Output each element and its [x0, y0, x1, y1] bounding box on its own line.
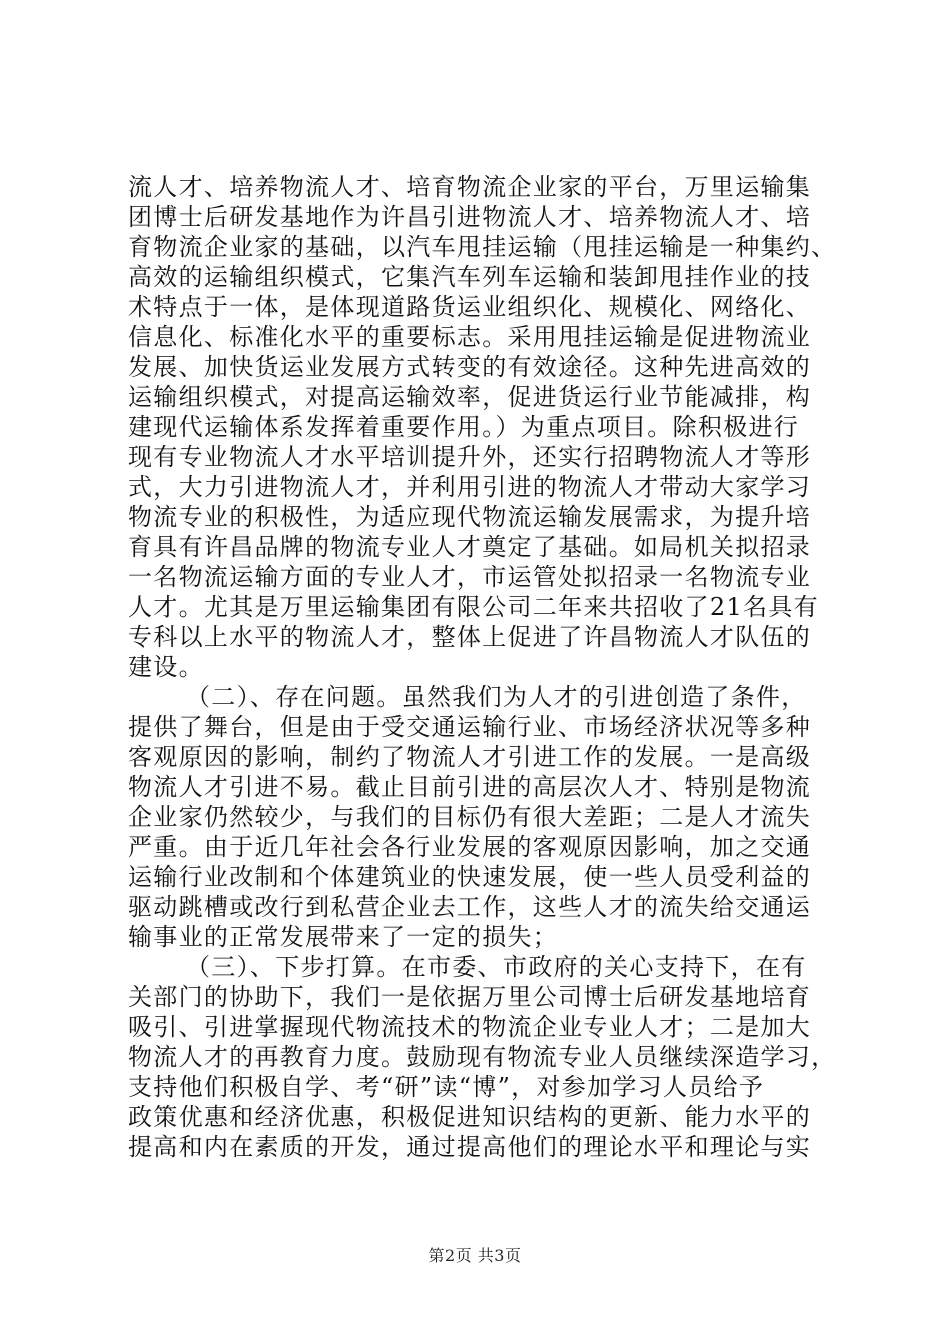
text-line: 运输组织模式，对提高运输效率，促进货运行业节能减排，构 [128, 383, 812, 411]
paragraph [128, 682, 820, 952]
text-line: 物流人才的再教育力度。鼓励现有物流专业人员继续深造学习， [128, 1043, 837, 1071]
text-line: （二）、存在问题。虽然我们为人才的引进创造了条件， [186, 683, 807, 711]
text-line: 人才。尤其是万里运输集团有限公司二年来共招收了21名具有 [128, 593, 819, 621]
text-line: 吸引、引进掌握现代物流技术的物流企业专业人才；二是加大 [128, 1013, 812, 1041]
text-line: 建现代运输体系发挥着重要作用。）为重点项目。除积极进行 [128, 413, 800, 441]
text-line: 驱动跳槽或改行到私营企业去工作，这些人才的流失给交通运 [128, 893, 812, 921]
text-line: 育具有许昌品牌的物流专业人才奠定了基础。如局机关拟招录 [128, 533, 812, 561]
text-line: 关部门的协助下，我们一是依据万里公司博士后研发基地培育 [128, 983, 812, 1011]
text-line: 运输行业改制和个体建筑业的快速发展，使一些人员受利益的 [128, 863, 812, 891]
text-line: 政策优惠和经济优惠，积极促进知识结构的更新、能力水平的 [128, 1103, 812, 1131]
text-line: 提供了舞台，但是由于受交通运输行业、市场经济状况等多种 [128, 713, 812, 741]
text-line: 物流专业的积极性，为适应现代物流运输发展需求，为提升培 [128, 503, 812, 531]
text-line: 物流人才引进不易。截止目前引进的高层次人才、特别是物流 [128, 773, 812, 801]
text-line: 专科以上水平的物流人才，整体上促进了许昌物流人才队伍的 [128, 623, 812, 651]
text-line: 现有专业物流人才水平培训提升外，还实行招聘物流人才等形 [128, 443, 812, 471]
text-line: 严重。由于近几年社会各行业发展的客观原因影响，加之交通 [128, 833, 812, 861]
text-line: 一名物流运输方面的专业人才，市运管处拟招录一名物流专业 [128, 563, 812, 591]
text-line: 育物流企业家的基础，以汽车甩挂运输（甩挂运输是一种集约、 [128, 233, 837, 261]
text-line: 术特点于一体，是体现道路货运业组织化、规模化、网络化、 [128, 293, 812, 321]
paragraph [128, 952, 837, 1162]
page-footer: 第2页 共3页 [428, 1246, 522, 1265]
text-line: （三）、下步打算。在市委、市政府的关心支持下，在有 [186, 953, 807, 981]
text-line: 高效的运输组织模式，它集汽车列车运输和装卸甩挂作业的技 [128, 263, 812, 291]
text-line: 流人才、培养物流人才、培育物流企业家的平台，万里运输集 [128, 173, 812, 201]
text-line: 支持他们积极自学、考“研”读“博”，对参加学习人员给予 [128, 1073, 765, 1101]
text-line: 发展、加快货运业发展方式转变的有效途径。这种先进高效的 [128, 353, 812, 381]
text-line: 提高和内在素质的开发，通过提高他们的理论水平和理论与实 [128, 1133, 812, 1161]
text-line: 团博士后研发基地作为许昌引进物流人才、培养物流人才、培 [128, 203, 812, 231]
text-line: 输事业的正常发展带来了一定的损失； [128, 923, 559, 951]
text-line: 信息化、标准化水平的重要标志。采用甩挂运输是促进物流业 [128, 323, 812, 351]
text-line: 客观原因的影响，制约了物流人才引进工作的发展。一是高级 [128, 743, 812, 771]
text-line: 企业家仍然较少，与我们的目标仍有很大差距；二是人才流失 [128, 803, 812, 831]
text-line: 建设。 [128, 653, 204, 681]
text-line: 式，大力引进物流人才，并利用引进的物流人才带动大家学习 [128, 473, 812, 501]
paragraph [128, 172, 837, 682]
document-body [128, 172, 837, 1162]
